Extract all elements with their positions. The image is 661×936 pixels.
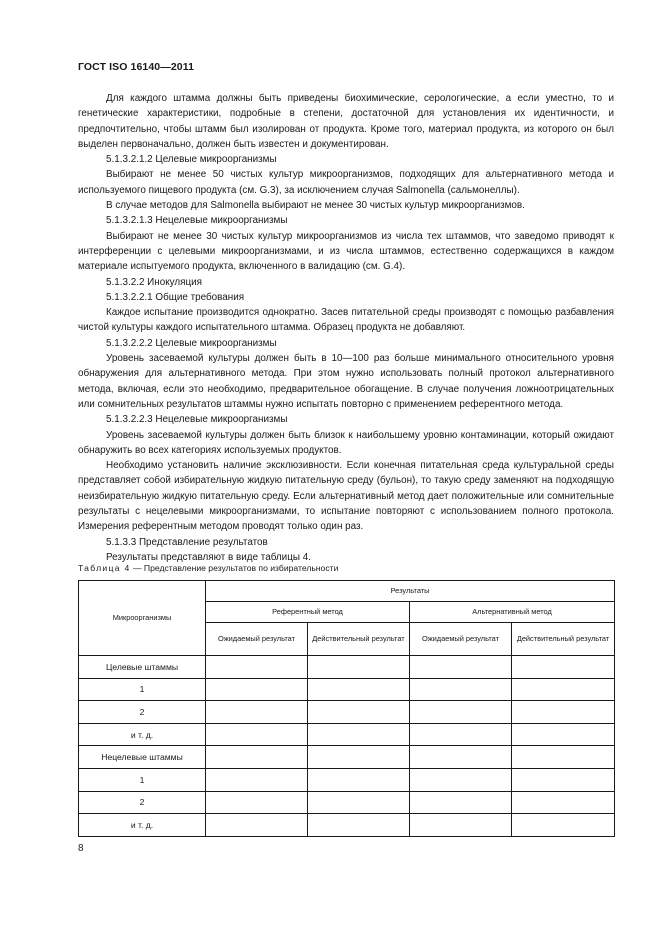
table-cell bbox=[410, 746, 512, 769]
table-cell bbox=[512, 678, 615, 701]
table-cell bbox=[308, 814, 410, 837]
table-cell bbox=[410, 814, 512, 837]
table-cell bbox=[410, 768, 512, 791]
table-cell bbox=[206, 768, 308, 791]
table-row bbox=[79, 678, 615, 701]
section-heading: 5.1.3.3 Представление результатов bbox=[106, 536, 268, 548]
table-cell bbox=[206, 814, 308, 837]
col-header-actual: Действительный результат bbox=[512, 623, 615, 656]
section-heading: 5.1.3.2.1.2 Целевые микроорганизмы bbox=[106, 154, 277, 166]
col-header-expected: Ожидаемый результат bbox=[206, 623, 308, 656]
section-heading: 5.1.3.2.1.3 Нецелевые микроорганизмы bbox=[106, 215, 288, 227]
table-cell bbox=[512, 768, 615, 791]
table-cell bbox=[512, 791, 615, 814]
paragraph: Уровень засеваемой культуры должен быть близок к наибольшему уровню контаминации, который ожидают обнаружить во всех категориях используемых продуктов. bbox=[78, 429, 614, 456]
table-row bbox=[79, 768, 615, 791]
table-cell bbox=[206, 723, 308, 746]
col-header-expected: Ожидаемый результат bbox=[410, 623, 512, 656]
table-cell bbox=[308, 656, 410, 679]
table-header-row bbox=[79, 581, 615, 602]
table-caption-number: Таблица 4 bbox=[78, 563, 131, 573]
col-header-results: Результаты bbox=[206, 581, 615, 602]
table-row bbox=[79, 791, 615, 814]
table-caption-title: — Представление результатов по избирательности bbox=[130, 563, 339, 573]
table-cell bbox=[410, 791, 512, 814]
paragraph: Уровень засеваемой культуры должен быть в 10—100 раз больше минимального относительного уровня обнаружения для альтернативного метода. При этом нужно использовать полный протокол альтернативного метода, включая, если это необходимо, предварительное обогащение. В случае получения ложноотрицательных или сомнительных результатов штаммы нужно испытать повторно с применением референтного метода. bbox=[78, 353, 614, 410]
col-header-actual: Действительный результат bbox=[308, 623, 410, 656]
table-cell bbox=[206, 791, 308, 814]
row-label: и т. д. bbox=[79, 814, 206, 837]
row-label: 1 bbox=[79, 768, 206, 791]
page-number: 8 bbox=[78, 843, 84, 854]
table-cell bbox=[308, 746, 410, 769]
table-row bbox=[79, 746, 615, 769]
paragraph: Выбирают не менее 30 чистых культур микроорганизмов из числа тех штаммов, что заведомо приводят к интерференции с целевыми микроорганизмами, и из числа штаммов, естественно содержащихся в каждом материале испытуемого продукта, включенного в валидацию (см. G.4). bbox=[78, 230, 614, 273]
table-cell bbox=[410, 723, 512, 746]
table-cell bbox=[512, 701, 615, 724]
selectivity-results-table bbox=[78, 580, 615, 837]
table-row bbox=[79, 656, 615, 679]
paragraph: Выбирают не менее 50 чистых культур микроорганизмов, подходящих для альтернативного метода и используемого пищевого продукта (см. G.3), за исключением случая Salmonella (сальмонеллы). bbox=[78, 169, 614, 196]
table-cell bbox=[206, 656, 308, 679]
table-cell bbox=[512, 723, 615, 746]
section-heading: 5.1.3.2.2 Инокуляция bbox=[106, 276, 203, 288]
row-label: Целевые штаммы bbox=[79, 656, 206, 679]
table-cell bbox=[206, 678, 308, 701]
section-heading: 5.1.3.2.2.2 Целевые микроорганизмы bbox=[106, 337, 277, 349]
table-row bbox=[79, 701, 615, 724]
table-cell bbox=[308, 678, 410, 701]
table-caption bbox=[78, 563, 338, 573]
table-cell bbox=[512, 746, 615, 769]
row-label: 1 bbox=[79, 678, 206, 701]
col-header-reference-method: Референтный метод bbox=[206, 602, 410, 623]
table-cell bbox=[308, 768, 410, 791]
table-cell bbox=[308, 723, 410, 746]
row-label: 2 bbox=[79, 701, 206, 724]
paragraph: Результаты представляют в виде таблицы 4. bbox=[106, 551, 311, 563]
section-heading: 5.1.3.2.2.1 Общие требования bbox=[106, 291, 245, 303]
col-header-microorganisms: Микроорганизмы bbox=[79, 581, 206, 656]
row-label: и т. д. bbox=[79, 723, 206, 746]
table-row bbox=[79, 723, 615, 746]
paragraph: В случае методов для Salmonella выбирают не менее 30 чистых культур микроорганизмов. bbox=[106, 200, 525, 212]
row-label: Нецелевые штаммы bbox=[79, 746, 206, 769]
paragraph: Каждое испытание производится однократно. Засев питательной среды производят с помощью разбавления чистой культуры каждого испытательного штамма. Образец продукта не добавляют. bbox=[78, 307, 614, 334]
table-cell bbox=[308, 791, 410, 814]
row-label: 2 bbox=[79, 791, 206, 814]
table-cell bbox=[410, 701, 512, 724]
table-cell bbox=[512, 656, 615, 679]
table-cell bbox=[308, 701, 410, 724]
body-text bbox=[78, 91, 614, 565]
paragraph: Для каждого штамма должны быть приведены биохимические, серологические, а если уместно, то и генетические характеристики, подробные в степени, достаточной для установления их идентичности, и предпочтительно, чтобы штамм был изолирован от продукта. Кроме того, материал продукта, из которого он был выделен первоначально, должен быть известен и документирован. bbox=[78, 93, 614, 150]
table-cell bbox=[512, 814, 615, 837]
document-header: ГОСТ ISO 16140—2011 bbox=[78, 61, 195, 73]
section-heading: 5.1.3.2.2.3 Нецелевые микроорганизмы bbox=[106, 414, 288, 426]
table-row bbox=[79, 814, 615, 837]
table-cell bbox=[410, 656, 512, 679]
table-cell bbox=[206, 701, 308, 724]
col-header-alternative-method: Альтернативный метод bbox=[410, 602, 615, 623]
table-cell bbox=[410, 678, 512, 701]
table-cell bbox=[206, 746, 308, 769]
paragraph: Необходимо установить наличие эксклюзивности. Если конечная питательная среда культуральной среды представляет собой избирательную жидкую питательную среду (бульон), то такую среду заменяют на подходящую неизбирательную жидкую питательную среду. Если альтернативный метод дает положительные или сомнительные результаты с нецелевыми микроорганизмами, то испытание повторяют с использованием полного протокола. Измерения референтным методом проводят только один раз. bbox=[78, 460, 614, 533]
